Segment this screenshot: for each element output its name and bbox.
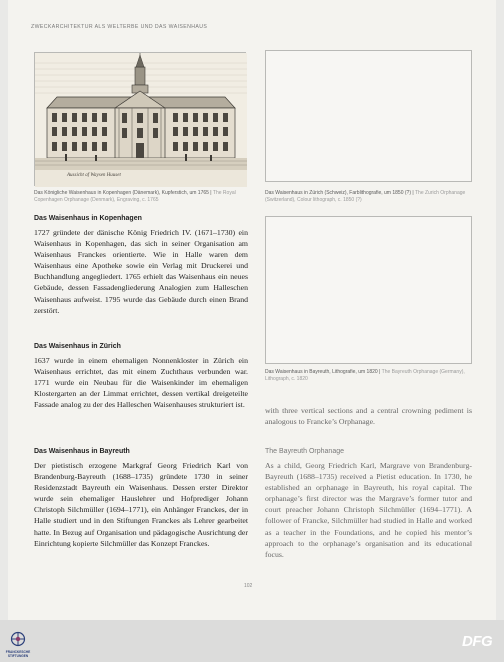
section-text-bayreuth: Der pietistisch erzogene Markgraf Georg Friedrich Karl von Brandenburg-Bayreuth (1688–1735) gründete 1730 in seiner Residenzstadt Bayreuth ein Waisenhaus. Dessen erster Direktor wurde sein ehemaliger Hauslehrer und Hofprediger Johann Christoph Silchmüller (1694–1771), ein Anhänger Franckes, der in Halle studiert und in den Stiftungen Franckes als Lehrer gearbeitet hatte. In Bezug auf Organisation und pädagogische Ausrichtung der Einrichtung kopierte Silchmüller das Konzept Franckes. [34, 461, 248, 548]
section-title-kopenhagen: Das Waisenhaus in Kopenhagen [34, 215, 142, 222]
caption-en: The Zurich Orphanage (Switzerland), Colour lithograph, c. 1850 (?) [265, 190, 466, 203]
section-text-zuerich: 1637 wurde in einem ehemaligen Nonnenkloster in Zürich ein Waisenhaus errichtet, das mit einem Zuchthaus verbunden war. 1771 wurde ein Neubau für die Waisenkinder im ehemaligen Klostergarten an der Limmat errichtet, dessen vertikal dreigeteilte Fassade analog zu der des Halleschen Waisenhauses strukturiert ist. [34, 356, 248, 410]
copenhagen-engraving [34, 52, 246, 186]
running-header: ZWECKARCHITEKTUR ALS WELTERBE UND DAS WAISENHAUS [31, 24, 208, 30]
orphanage-building-illustration [35, 53, 247, 187]
caption-de: Das Waisenhaus in Zürich (Schweiz), Farblithografie, um 1850 (?) | [265, 190, 414, 196]
zurich-image-placeholder [265, 50, 472, 182]
caption-de: Das Waisenhaus in Bayreuth, Lithografie, um 1820 | [265, 369, 381, 375]
bayreuth-image-placeholder [265, 216, 472, 364]
english-continuation: with three vertical sections and a central crowning pediment is analogous to Francke’s Orphanage. [265, 406, 472, 427]
caption-en: The Royal Copenhagen Orphanage (Denmark), Engraving, c. 1765 [34, 190, 236, 203]
copenhagen-caption [34, 190, 248, 204]
franckesche-stiftungen-logo-text: FRANCKESCHE STIFTUNGEN [5, 650, 31, 658]
section-title-bayreuth: Das Waisenhaus in Bayreuth [34, 448, 130, 455]
engraving-inscription: Aussicht af Waysen Huuset [67, 173, 121, 178]
section-title-bayreuth-en: The Bayreuth Orphanage [265, 448, 344, 455]
dfg-logo: DFG [462, 633, 493, 650]
bayreuth-caption [265, 369, 472, 383]
caption-de: Das Königliche Waisenhaus in Kopenhagen (Dänemark), Kupferstich, um 1765 | [34, 190, 212, 196]
section-text-kopenhagen: 1727 gründete der dänische König Friedrich IV. (1671–1730) ein Waisenhaus in Kopenhagen, das sich in seiner Organisation am Waisenhaus Franckes orientierte. Wie in Halle waren dem Waisenhaus eine Apotheke sowie ein Verlag mit Druckerei und Buchhandlung angegliedert. 1765 erhielt das Waisenhaus ein neues Gebäude, dessen Fassadengliederung Analogien zum Halleschen Waisenhaus aufweist. 1795 wurde das Gebäude durch einen Brand zerstört. [34, 228, 248, 315]
caption-en: The Bayreuth Orphanage (Germany), Lithograph, c. 1820 [265, 369, 465, 382]
zurich-caption [265, 190, 472, 204]
page-number: 102 [244, 583, 253, 589]
section-title-zuerich: Das Waisenhaus in Zürich [34, 343, 121, 350]
footer-bar [0, 620, 504, 662]
section-text-bayreuth-en: As a child, Georg Friedrich Karl, Margrave von Brandenburg-Bayreuth (1688–1735) received a Pietist education. In 1730, he established an orphanage in Bayreuth, his royal capital. The orphanage’s first director was the Margrave’s former tutor and court preacher Johann Christoph Silchmüller (1694–1771). A follower of Francke, Silchmüller had studied in Halle and worked as a teacher in the Foundations, and he copied his mentor’s approach to the orphanage’s organisation and its educational focus. [265, 461, 472, 559]
